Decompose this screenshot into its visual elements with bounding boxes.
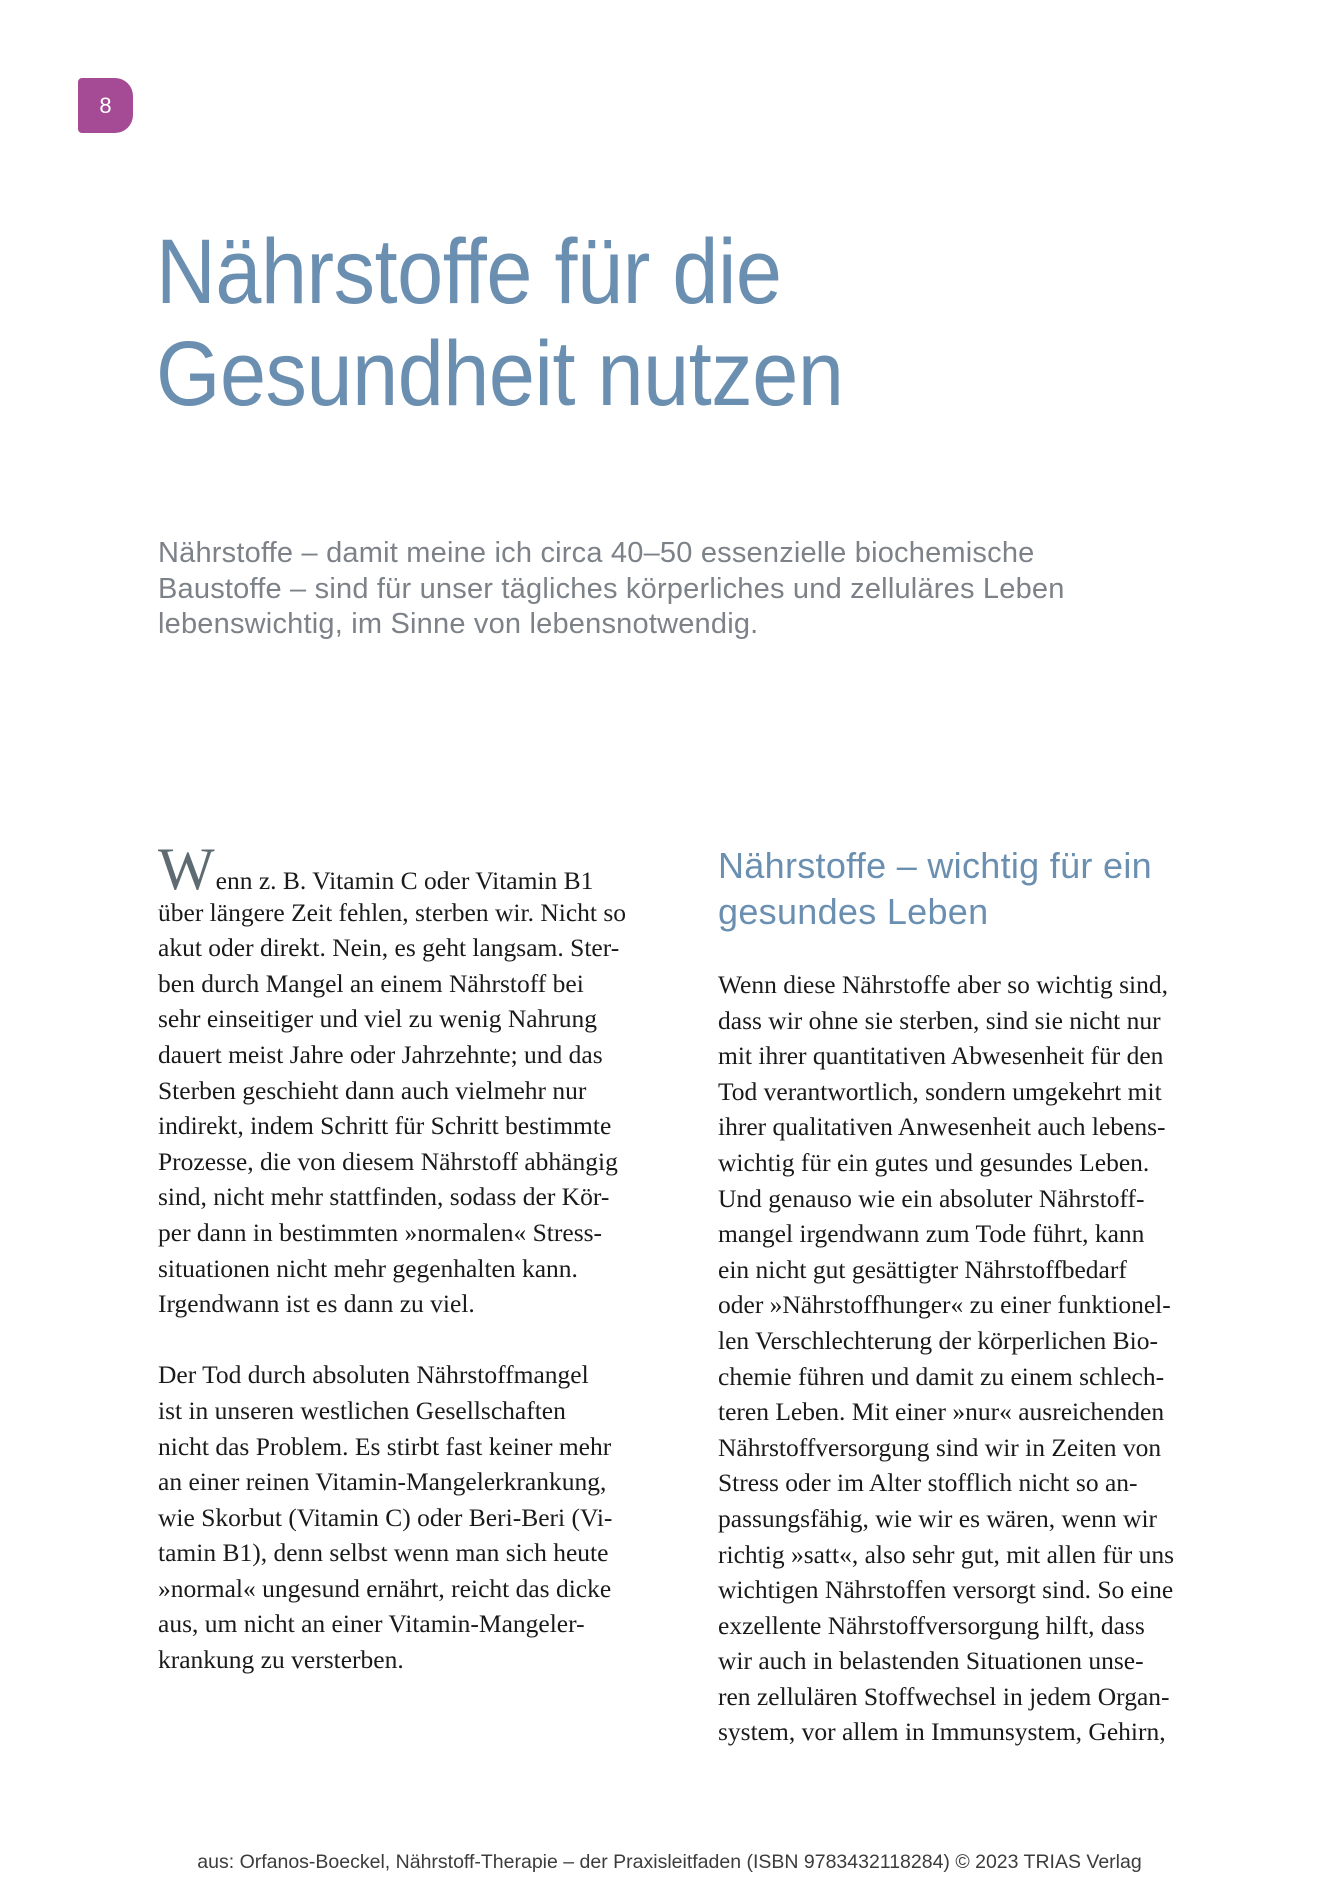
text-line: mangel irgendwann zum Tode führt, kann — [718, 1219, 1145, 1249]
drop-cap: W — [158, 836, 215, 902]
text-line: nicht das Problem. Es stirbt fast keiner mehr — [158, 1431, 612, 1461]
text-line: Tod verantwortlich, sondern umgekehrt mit — [718, 1076, 1162, 1106]
text-line: krankung zu versterben. — [158, 1645, 404, 1675]
text-line: »normal« ungesund ernährt, reicht das dicke — [158, 1573, 612, 1603]
text-line: dass wir ohne sie sterben, sind sie nicht nur — [718, 1005, 1161, 1035]
first-line — [158, 836, 626, 902]
text-line: system, vor allem in Immunsystem, Gehirn, — [718, 1717, 1166, 1747]
text-line: aus, um nicht an einer Vitamin-Mangeler- — [158, 1609, 585, 1639]
text-line: mit ihrer quantitativen Abwesenheit für den — [718, 1041, 1164, 1071]
text-line: len Verschlechterung der körperlichen Bio- — [718, 1325, 1158, 1355]
text-line: indirekt, indem Schritt für Schritt bestimmte — [158, 1111, 612, 1141]
text-line: richtig »satt«, also sehr gut, mit allen für uns — [718, 1539, 1175, 1569]
page-title — [156, 221, 843, 425]
section-heading-line: gesundes Leben — [718, 891, 989, 932]
text-line: teren Leben. Mit einer »nur« ausreichenden — [718, 1397, 1165, 1427]
paragraph-2 — [158, 1357, 626, 1677]
text-line: Und genauso wie ein absoluter Nährstoff- — [718, 1183, 1145, 1213]
text-line: sind, nicht mehr stattfinden, sodass der Kör- — [158, 1182, 610, 1212]
text-line: wir auch in belastenden Situationen unse- — [718, 1646, 1144, 1676]
text-line: Prozesse, die von diesem Nährstoff abhängig — [158, 1146, 618, 1176]
text-line: Irgendwann ist es dann zu viel. — [158, 1289, 475, 1319]
section-heading-line: Nährstoffe – wichtig für ein — [718, 845, 1152, 886]
left-column — [158, 836, 627, 1678]
text-line: Baustoffe – sind für unser tägliches körperliches und zelluläres Leben — [158, 572, 1065, 605]
text-line: an einer reinen Vitamin-Mangelerkrankung, — [158, 1467, 607, 1497]
paragraph-spacer — [158, 1322, 626, 1358]
right-column — [718, 967, 1174, 1750]
page-number-badge — [78, 78, 133, 133]
text-line: wie Skorbut (Vitamin C) oder Beri-Beri (Vi- — [158, 1502, 613, 1532]
text-line: Stress oder im Alter stofflich nicht so an- — [718, 1468, 1138, 1498]
text-line: wichtig für ein gutes und gesundes Leben. — [718, 1147, 1150, 1177]
paragraph-3 — [718, 967, 1174, 1750]
text-line: akut oder direkt. Nein, es geht langsam. Ster- — [158, 933, 620, 963]
text-line: ihrer qualitativen Anwesenheit auch lebens- — [718, 1112, 1166, 1142]
intro-paragraph — [158, 534, 1065, 641]
text-line: situationen nicht mehr gegenhalten kann. — [158, 1253, 578, 1283]
text-line: Nährstoffe – damit meine ich circa 40–50 essenzielle biochemische — [158, 537, 1035, 569]
text-line: oder »Nährstoffhunger« zu einer funktionel- — [718, 1290, 1171, 1320]
text-line: ren zellulären Stoffwechsel in jedem Organ- — [718, 1681, 1170, 1711]
text-line: tamin B1), denn selbst wenn man sich heute — [158, 1538, 609, 1568]
text-line: Wenn diese Nährstoffe aber so wichtig sind, — [718, 970, 1168, 999]
text-line: wichtigen Nährstoffen versorgt sind. So eine — [718, 1575, 1174, 1605]
text-line: per dann in bestimmten »normalen« Stress- — [158, 1217, 603, 1247]
text-line: exzellente Nährstoffversorgung hilft, dass — [718, 1610, 1145, 1640]
page-title-line: Gesundheit nutzen — [156, 323, 844, 425]
text-line: chemie führen und damit zu einem schlech- — [718, 1361, 1165, 1391]
text-line: lebenswichtig, im Sinne von lebensnotwendig. — [158, 608, 759, 641]
text-line: ben durch Mangel an einem Nährstoff bei — [158, 968, 584, 998]
page-title-line: Nährstoffe für die — [156, 221, 782, 323]
text-line: Nährstoffversorgung sind wir in Zeiten von — [718, 1432, 1162, 1462]
text-line: Sterben geschieht dann auch vielmehr nur — [158, 1075, 587, 1105]
text-line: sehr einseitiger und viel zu wenig Nahrung — [158, 1004, 598, 1034]
text-line: dauert meist Jahre oder Jahrzehnte; und das — [158, 1039, 603, 1069]
paragraph-1 — [158, 895, 626, 1322]
text-line: Der Tod durch absoluten Nährstoffmangel — [158, 1360, 589, 1390]
text-line: ein nicht gut gesättigter Nährstoffbedarf — [718, 1254, 1127, 1284]
text-line: über längere Zeit fehlen, sterben wir. Nicht so — [158, 897, 627, 927]
text-line: ist in unseren westlichen Gesellschaften — [158, 1395, 566, 1425]
text-line: passungsfähig, wie wir es wären, wenn wir — [718, 1503, 1158, 1533]
source-footer: aus: Orfanos-Boeckel, Nährstoff-Therapie – der Praxisleitfaden (ISBN 9783432118284) © 2023 TRIAS Verlag — [197, 1851, 1142, 1873]
page-number: 8 — [99, 92, 112, 118]
section-heading — [718, 843, 1152, 935]
first-line-text: enn z. B. Vitamin C oder Vitamin B1 — [215, 866, 594, 895]
